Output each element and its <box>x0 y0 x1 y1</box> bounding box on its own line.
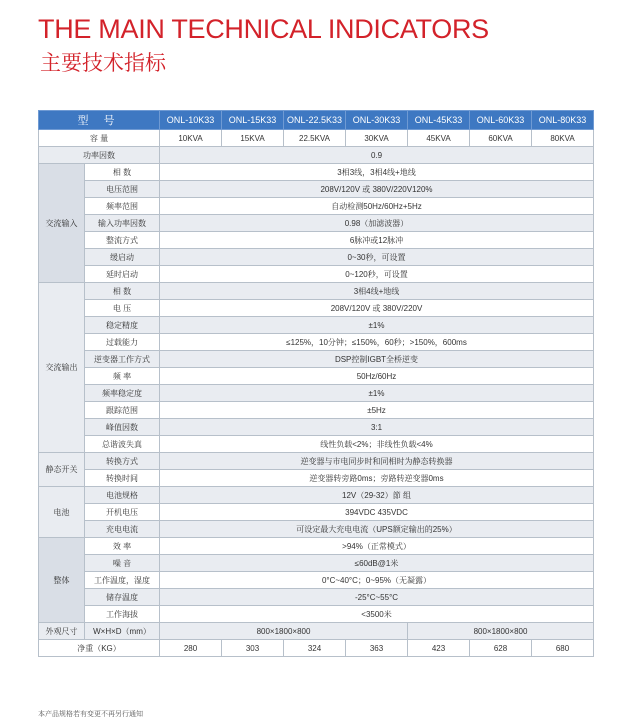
table-row <box>39 606 594 623</box>
table-row <box>39 555 594 572</box>
capacity-value: 45KVA <box>408 130 470 147</box>
model-cell: ONL-22.5K33 <box>284 111 346 130</box>
group-label-battery: 电池 <box>39 487 85 538</box>
row-value: 3相3线，3相4线+地线 <box>160 164 594 181</box>
weight-value: 680 <box>532 640 594 657</box>
table-row <box>39 385 594 402</box>
row-value: 800×1800×800 <box>408 623 594 640</box>
model-cell: ONL-80K33 <box>532 111 594 130</box>
row-value: 208V/120V 或 380V/220V120% <box>160 181 594 198</box>
row-value: <3500米 <box>160 606 594 623</box>
row-label: 输入功率因数 <box>85 215 160 232</box>
row-value: 可设定最大充电电流（UPS额定输出的25%） <box>160 521 594 538</box>
row-value: 线性负载<2%；非线性负载<4% <box>160 436 594 453</box>
row-label: 效 率 <box>85 538 160 555</box>
table-row <box>39 453 594 470</box>
weight-value: 280 <box>160 640 222 657</box>
row-label: 过载能力 <box>85 334 160 351</box>
weight-row <box>39 640 594 657</box>
row-label: 跟踪范围 <box>85 402 160 419</box>
row-value: 0.98（加滤波器） <box>160 215 594 232</box>
row-label: 噪 音 <box>85 555 160 572</box>
row-label: 工作海拔 <box>85 606 160 623</box>
table-row <box>39 402 594 419</box>
row-label: W×H×D（mm） <box>85 623 160 640</box>
row-label: 功率因数 <box>39 147 160 164</box>
table-row <box>39 419 594 436</box>
weight-value: 303 <box>222 640 284 657</box>
model-header: 型 号 <box>39 111 160 130</box>
row-label: 整流方式 <box>85 232 160 249</box>
table-row <box>39 521 594 538</box>
row-label: 电压范围 <box>85 181 160 198</box>
table-row <box>39 470 594 487</box>
row-value: 50Hz/60Hz <box>160 368 594 385</box>
table-row <box>39 249 594 266</box>
row-value: ±1% <box>160 317 594 334</box>
row-label: 净重（KG） <box>39 640 160 657</box>
row-label: 频 率 <box>85 368 160 385</box>
table-row <box>39 334 594 351</box>
table-row <box>39 317 594 334</box>
row-value: DSP控制IGBT全桥逆变 <box>160 351 594 368</box>
row-value: 逆变器与市电同步时和同相时为静态转换器 <box>160 453 594 470</box>
capacity-value: 15KVA <box>222 130 284 147</box>
weight-value: 363 <box>346 640 408 657</box>
row-value: ≤125%，10分钟；≤150%，60秒；>150%，600ms <box>160 334 594 351</box>
weight-value: 628 <box>470 640 532 657</box>
capacity-value: 60KVA <box>470 130 532 147</box>
row-value: 自动检测50Hz/60Hz+5Hz <box>160 198 594 215</box>
group-label-static-switch: 静态开关 <box>39 453 85 487</box>
header-row <box>39 111 594 130</box>
row-value: ±1% <box>160 385 594 402</box>
row-label: 稳定精度 <box>85 317 160 334</box>
group-label-ac-input: 交流输入 <box>39 164 85 283</box>
row-label: 开机电压 <box>85 504 160 521</box>
row-label: 工作温度，湿度 <box>85 572 160 589</box>
row-label: 储存温度 <box>85 589 160 606</box>
row-label: 电池规格 <box>85 487 160 504</box>
table-row <box>39 181 594 198</box>
model-cell: ONL-10K33 <box>160 111 222 130</box>
row-value: 0~120秒，可设置 <box>160 266 594 283</box>
model-cell: ONL-45K33 <box>408 111 470 130</box>
capacity-value: 30KVA <box>346 130 408 147</box>
model-cell: ONL-60K33 <box>470 111 532 130</box>
page-title-chinese: 主要技术指标 <box>40 51 166 75</box>
row-value: 208V/120V 或 380V/220V <box>160 300 594 317</box>
row-value: 0.9 <box>160 147 594 164</box>
capacity-value: 10KVA <box>160 130 222 147</box>
row-label: 总谐波失真 <box>85 436 160 453</box>
model-cell: ONL-30K33 <box>346 111 408 130</box>
capacity-value: 22.5KVA <box>284 130 346 147</box>
table-row <box>39 232 594 249</box>
capacity-row <box>39 130 594 147</box>
row-value: 0°C~40°C；0~95%（无凝露） <box>160 572 594 589</box>
row-value: -25°C~55°C <box>160 589 594 606</box>
row-value: 0~30秒，可设置 <box>160 249 594 266</box>
table-row <box>39 266 594 283</box>
row-value: ≤60dB@1米 <box>160 555 594 572</box>
row-value: 800×1800×800 <box>160 623 408 640</box>
table-row <box>39 198 594 215</box>
capacity-value: 80KVA <box>532 130 594 147</box>
group-label-ac-output: 交流输出 <box>39 283 85 453</box>
row-label: 相 数 <box>85 164 160 181</box>
spec-table-container <box>38 110 593 657</box>
table-row <box>39 215 594 232</box>
group-label-overall: 整体 <box>39 538 85 623</box>
row-value: ±5Hz <box>160 402 594 419</box>
row-label: 充电电流 <box>85 521 160 538</box>
row-label: 延时启动 <box>85 266 160 283</box>
page-title-english: THE MAIN TECHNICAL INDICATORS <box>38 14 489 44</box>
table-row <box>39 164 594 181</box>
table-row <box>39 300 594 317</box>
table-row <box>39 589 594 606</box>
row-value: 6脉冲或12脉冲 <box>160 232 594 249</box>
row-label: 容 量 <box>39 130 160 147</box>
row-value: >94%（正常模式） <box>160 538 594 555</box>
table-row <box>39 351 594 368</box>
table-row <box>39 487 594 504</box>
row-value: 3相4线+地线 <box>160 283 594 300</box>
model-cell: ONL-15K33 <box>222 111 284 130</box>
table-row <box>39 368 594 385</box>
footnote: 本产品规格若有变更不再另行通知 <box>38 711 143 718</box>
dimensions-row <box>39 623 594 640</box>
table-row <box>39 283 594 300</box>
row-value: 12V（29-32）節 组 <box>160 487 594 504</box>
row-label: 电 压 <box>85 300 160 317</box>
table-row <box>39 538 594 555</box>
table-row <box>39 504 594 521</box>
row-label: 逆变器工作方式 <box>85 351 160 368</box>
group-label-dimensions: 外观尺寸 <box>39 623 85 640</box>
weight-value: 324 <box>284 640 346 657</box>
row-value: 逆变器转旁路0ms；旁路转逆变器0ms <box>160 470 594 487</box>
table-row <box>39 436 594 453</box>
row-value: 3:1 <box>160 419 594 436</box>
row-label: 频率稳定度 <box>85 385 160 402</box>
row-label: 峰值因数 <box>85 419 160 436</box>
power-factor-row <box>39 147 594 164</box>
row-label: 缓启动 <box>85 249 160 266</box>
row-label: 相 数 <box>85 283 160 300</box>
row-label: 频率范围 <box>85 198 160 215</box>
spec-table <box>38 110 594 657</box>
row-value: 394VDC 435VDC <box>160 504 594 521</box>
row-label: 转换时间 <box>85 470 160 487</box>
weight-value: 423 <box>408 640 470 657</box>
row-label: 转换方式 <box>85 453 160 470</box>
table-row <box>39 572 594 589</box>
